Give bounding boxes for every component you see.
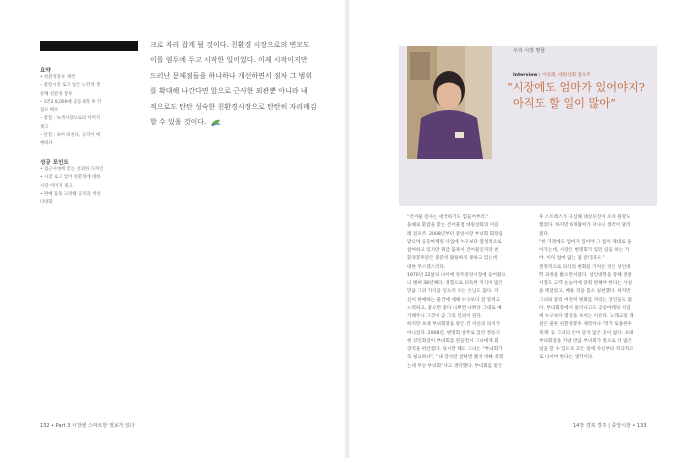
left-body-text (150, 38, 336, 130)
text-line: “건어물 장사는 애국하기도 힘들어부러.” (407, 215, 489, 220)
text-line: 축제’ 등 그녀의 손이 닿지 않은 곳이 없다. 초대 (539, 330, 634, 336)
text-line: 아니었다. 2008년, 변명회 상무로 있던 정동식 (407, 330, 500, 336)
text-line (150, 38, 336, 53)
list-item: 분해 친환경 봉투 (40, 91, 73, 97)
text-line (150, 100, 336, 115)
text-line-content: 이를 염두에 두고 시작한 일이었다. 이제 시작이지만 (150, 56, 308, 65)
text-line (150, 69, 336, 84)
portrait-photo (407, 46, 492, 159)
text-line: 일을 할 수 있도록 모든 일에 자신부터 적극적으 (539, 347, 634, 352)
leaf-icon (210, 118, 221, 127)
text-line: 맡으며 공동마케팅 사업에 누구보다 열성적으로 (407, 239, 502, 245)
text-line: 학 과정을 밟으면서였다. 상인대학을 통해 전통 (539, 272, 633, 278)
list-item: – 단점 : 속이 비친다, 규격이 애 (40, 133, 101, 139)
list-item: – 장점 : 녹색시장으로의 이미지 (40, 116, 101, 122)
article-column-1 (407, 214, 526, 371)
text-line: 꼭 필요하냐”, “내 장사만 잘하면 됐지 바빠 죽겠 (407, 355, 504, 361)
text-line: 야. 이미 엄마 없는 집 같더라구.” (539, 256, 605, 262)
text-line: 설은 물론 친환경봉투 제작이나 ‘먹거 토종한우 (539, 322, 633, 328)
text-line: 올해로 환갑을 맞는 건어물점 대원상회의 이길 (407, 223, 499, 229)
text-line: 시장도 고객 눈높이에 맞춰 변해야 한다는 사실 (539, 281, 633, 286)
text-line: 는데 무슨 부녀회”냐고 생각했다. 부녀회를 맡은 (407, 363, 503, 369)
text-line: 했었다. 하지만 6개월여가 지나니 생각이 달라 (539, 223, 631, 229)
black-heading-bar (40, 41, 138, 51)
text-line: 결정적으로 의식의 변화를 가져온 것은 상인대 (539, 264, 631, 270)
text-line: 현 상인회장이 부녀회를 만들면서 그녀에게 회 (407, 338, 499, 344)
text-line: 다. 부녀회장에서 물러나고도 공동마케팅 사업 (539, 305, 631, 311)
text-line-content: 할 수 있을 것이다. (150, 118, 207, 127)
text-line: 대한 무스겠스러다. (407, 264, 446, 270)
page-gutter (344, 0, 350, 458)
success-points-list (40, 166, 103, 207)
text-line: 신이 판매하는 물건에 대해 누구보다 잘 알려고 (407, 297, 501, 303)
interview-person: | 이길례, 대원상회 점포주 (538, 73, 591, 78)
text-line: 을 깨달았고, 배운 것을 몸소 실천했다. 하지만 (539, 289, 631, 295)
list-item: – 1만2 8,000매 공동제작 후 각 (40, 99, 102, 105)
title-line-2: 아직도 할 일이 많아” (513, 96, 616, 110)
text-line: 환경봉투만은 충분히 활용하지 못하고 있는데 (407, 256, 498, 262)
text-line-content: 적으로도 탄탄 성숙한 친환경시장으로 탄탄히 자리매김 (150, 102, 317, 111)
text-line: 하지만 초대 부녀회장을 맡은 건 자신의 의지가 (407, 322, 501, 328)
list-item: • 판매 품목 고려해 규격과 색상 (40, 191, 101, 197)
article-column-2 (539, 214, 658, 363)
text-line: 아가는데, 시장은 변명회가 있던 일을 하는 거 (539, 248, 630, 253)
text-line: 부녀회장을 지낸 만큼 부녀회가 앞으로 더 많은 (539, 338, 633, 344)
text-line (150, 84, 336, 99)
text-line: 노력하고, 좋으면 좋다 나쁘면 나쁘다 그대로 얘 (407, 305, 502, 311)
text-line (150, 115, 336, 130)
interview-credit (513, 72, 591, 78)
text-line: “한 가정에도 엄마가 있어야 그 집이 제대로 돌 (539, 239, 632, 245)
text-line-content: 크로 자리 잡게 될 것이다. 친환경 시장으로의 변모도 (150, 41, 310, 49)
text-line: 에 누구보다 열성을 보이는 이유다. 노래교실 개 (539, 314, 634, 319)
summary-heading: 요약 (40, 68, 51, 74)
text-line: 장직을 떠안겼다. 당시만 해도 그녀는 “부녀회가 (407, 347, 503, 352)
list-item: 시장 이미지 제고 (40, 183, 73, 189)
text-line: 니 벌써 38년째다. 경험으로 터득한 지식이 많은 (407, 281, 503, 286)
text-line: 그녀와 달리 여전히 변화를 꺼리는 상인들도 많 (539, 297, 633, 303)
success-points-heading: 성공 포인트 (40, 160, 69, 166)
photo-backdrop (492, 159, 657, 206)
interview-label: Interview (513, 73, 538, 78)
list-item: • 접근시대에 맞는 신뢰한 디자인 (40, 167, 104, 172)
right-page-footer: 14장 경북 경주 | 중앙시장 • 133 (573, 423, 647, 429)
list-item: 제고 (40, 124, 49, 130)
text-line: 기해주니 그것이 곧 그의 신뢰이 된다. (407, 314, 483, 319)
left-page-footer: 132 • Part 3 시장엔 스마트한 정보가 있다 (40, 423, 135, 429)
article-title (507, 80, 645, 111)
list-item: 다양화 (40, 200, 53, 206)
text-line: 참여하고 있지만 취급 품목이 건어물인지라 친 (407, 248, 499, 253)
list-item: • 시장 로고 넣어 친환경에 대한 (40, 175, 101, 181)
list-item: 점포 배포 (40, 108, 59, 114)
text-line: 만큼 그의 지식을 얻으러 오는 손님도 많다. 자 (407, 289, 499, 295)
list-item: • 친환경봉투 제작 (40, 75, 76, 80)
text-line: 후 스트레스가 극심해 대상포진이 오자 원망도 (539, 215, 631, 220)
text-line: 로 나서야 한다는 생각이다. (539, 355, 594, 361)
text-line: 졌다. (539, 231, 550, 237)
text-line (150, 53, 336, 68)
text-line-content: 를 확대해 나간다면 앞으로 근사한 외관뿐 아니라 내 (150, 87, 308, 96)
title-line-1: “시장에도 엄마가 있어야지? (507, 81, 645, 94)
text-line: 례 점포주. 2008년부터 중앙시장 부녀회 회장을 (407, 231, 503, 237)
summary-list (40, 74, 101, 149)
list-item: – 중앙시장 로고 넣은 노란색 생 (40, 83, 101, 89)
list-item: 매하다 (40, 141, 53, 147)
section-label: 우리 시장 명물 (513, 48, 546, 54)
text-line-content: 드러난 문제점들을 하나하나 개선하면서 점차 그 범위 (150, 71, 313, 80)
text-line: 1970년 22살의 나이에 경주중앙시장에 들어왔으 (407, 272, 506, 278)
